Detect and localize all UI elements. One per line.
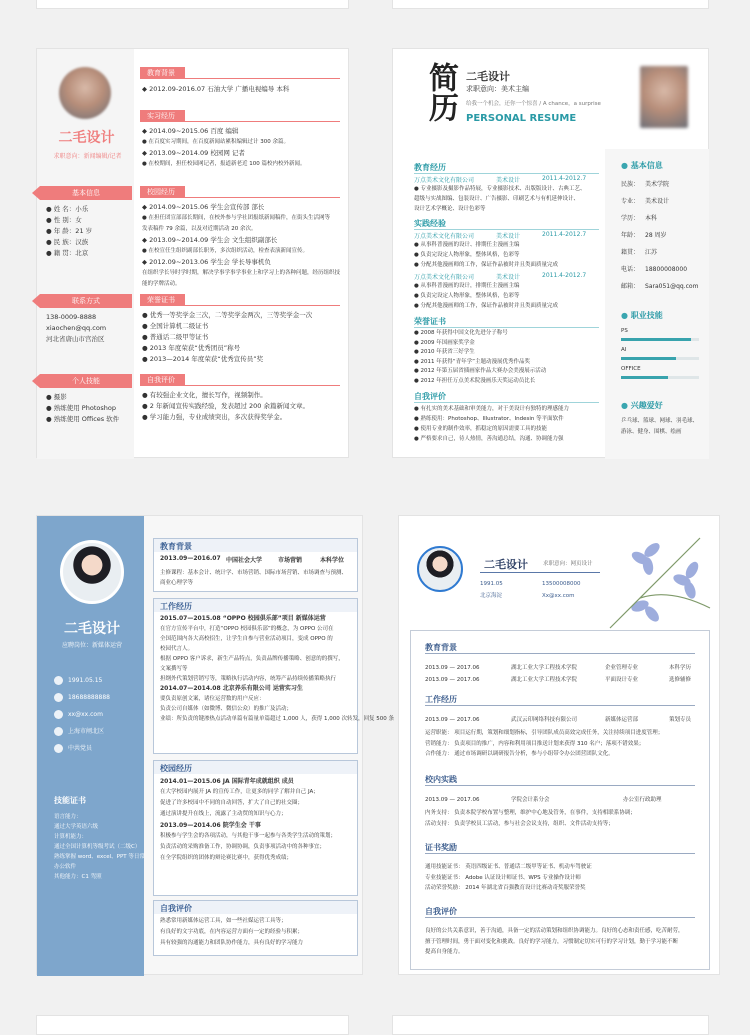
c2-edu-list: ● 专业摄影及摄影作品特展，专业摄影技术、出版版设计、古典工艺、 超级与实战图编、包装设计、广告摄影、印刷艺术与有机延伸设计、 设计艺术学概论、设计色彩等 xyxy=(414,186,586,212)
intern-list: ◆ 2014.09~2015.06 百度 编辑 ● 在百度实习期间，在百度新闻站累积编辑过计 300 余篇。 ◆ 2013.09~2014.09 校园网 记者 ● 在校期间，担任校园网记者，报道新老近 100 篇校内校外新闻。 xyxy=(142,127,306,167)
left-head-skills: 个人技能 xyxy=(40,374,132,388)
left-head-basic: 基本信息 xyxy=(40,186,132,200)
honors-list: ● 优秀一等奖学金三次，二等奖学金两次，三等奖学金一次 ● 全国计算机二级证书 ● 普通话二级甲等证书 ● 2013 年度荣获“优秀团员”称号 ● 2013—2014 年度荣获“优秀宣传员”奖 xyxy=(142,311,313,363)
c2-honor-head: 荣誉证书 xyxy=(414,317,446,326)
personal-resume-title: PERSONAL RESUME xyxy=(466,113,577,124)
avatar xyxy=(417,546,463,592)
c4-work-list: 运营职能： 项目运行期，策划和细划指标，引导团队成员高效完成任务，关注持续项目进度管理； 营销能力： 负责项目的推广，内容和利用项目推送计划来获得 310 名户；落项不错效果； 合作能力： 通过市场调研以调研报告分析，参与小组带令办公团营团队文化。 xyxy=(425,730,664,757)
self-list: ● 有较强企业文化，擅长写作，视频制作。 ● 2 年新闻宣传实践经验，发表超过 200 余篇新闻文章。 ● 学习能力强，专业成绩突出，多次获得奖学金。 xyxy=(142,391,309,421)
c2-honor-list: ● 2008 年获得中国文化先进分子称号 ● 2009 年国画家奖学金 ● 2010 年获省三好学生 ● 2011 年获得“青年学”主题动漫展优秀作品奖 ● 2012 年第五届省插画家作品大赛办会美漫展示活动 ● 2012 年担任万点美术院漫画乐天奖运动员比长 xyxy=(414,330,547,384)
avatar xyxy=(640,66,688,128)
stub-bottom-right xyxy=(392,1015,709,1035)
motto: 给我一个机会，还你一个惊喜 / A chance，a surprise xyxy=(466,101,601,107)
c3-cert-head: 技能证书 xyxy=(54,796,86,805)
c3-campus-box: 校园经历 2014.01—2015.06 JA 国际青年成就组织 成员 在大学校园内展开 JA 的宣传工作，让更多的同学了解并自己 JA； 促进了许多校园中不同的自动回答，扩大了自己的社交圈； 通过演讲提升在线上，流露了主动贸的知识与心力； 2013.09—2014.06 院学生会 干事 积极参与学生会的各项活动，与其他干事一起参与各类学生活动的策划； 负责活动的采购准备工作，协调协调，负责事项活动中的各种事宜； 在全学院组织的团体的辩论赛比赛中，获得优秀成绩； xyxy=(153,760,358,896)
c3-contacts: 1991.05.15 18688888888 xx@xx.com 上海市闸北区 中共党员 xyxy=(54,672,144,757)
job-intent: 应聘岗位：新媒体运营 xyxy=(61,642,122,649)
campus-list: ◆ 2014.09~2015.06 学生会宣传部 部长 ● 在担任团宣部部长期间，在校外参与学社团报纸新闻稿件，在街头生活网等 发表稿件 79 余篇，以及对近期活动 20 余次。 ◆ 2013.09~2014.09 学生会 文生组织副部长 ● 在校宣任生组织副部长职务，多次组织活动，检查表演新闻宣传。 ◆ 2012.09~2013.06 学生会 学长导事机负 在组织学长导时学时期，解决学事学事学事业上和学习上的各种问题，经历组织技 能的学牌活动。 xyxy=(142,203,341,287)
c4-campus-head: 校内实践 xyxy=(425,775,457,784)
resume-name: 二毛设计 xyxy=(58,130,115,146)
c3-edu-box: 教育背景 2013.09—2016.07 中国社会大学 市场营销 本科学位 主修课程：基本会计、统计学、市场营销、国际市场营销、市场调查与预测、 商业心理学等 xyxy=(153,538,358,592)
c2-hobby-list: 乒乓球、篮球、网球、羽毛球、 游泳、健身、围棋、绘画 xyxy=(621,418,699,435)
big-resume-glyph: 简历 xyxy=(423,62,458,122)
c2-edu-row: 万点美术文化有限公司 美术设计 2011.4-2012.7 xyxy=(414,175,587,184)
resume-name: 二毛设计 xyxy=(64,621,120,637)
stub-top-right xyxy=(392,0,709,9)
c4-work-head: 工作经历 xyxy=(425,695,457,704)
skill-label-office: OFFICE xyxy=(621,366,641,372)
avatar xyxy=(60,540,124,604)
c4-self-head: 自我评价 xyxy=(425,907,457,916)
section-campus: 校园经历 xyxy=(140,186,185,198)
avatar xyxy=(59,67,111,119)
left-head-contact: 联系方式 xyxy=(40,294,132,308)
info-icon: ● xyxy=(621,161,628,170)
c2-self-head: 自我评价 xyxy=(414,392,446,401)
hobby-icon: ● xyxy=(621,401,628,410)
location-icon xyxy=(54,727,63,736)
job-intent: 求职意向：新闻编辑/记者 xyxy=(53,153,122,160)
c2-exp-row-2: 万点美术文化有限公司 美术设计 2011.4-2012.7 xyxy=(414,272,587,281)
skill-label-ps: PS xyxy=(621,328,628,334)
flower-decoration xyxy=(600,518,718,636)
basic-info-list: ● 姓 名：小乐 ● 性 别：女 ● 年 龄：21 岁 ● 民 族：汉族 ● 籍 贯：北京 xyxy=(46,205,93,257)
c4-edu-head: 教育背景 xyxy=(425,643,457,652)
c4-cert-head: 证书奖励 xyxy=(425,843,457,852)
c2-self-list: ● 有扎实的美术基础和审美能力，对于美设计有独特的理感能力 ● 熟练使用：Photoshop、Illustrator、Indesin 等平面软件 ● 使用专业的制作效率，抓稳定的原因需要工具的技能 ● 严格要求自己，待人热情，善沟通总结，沟通、协调能力强 xyxy=(414,406,570,442)
c3-work-box: 工作经历 2015.07—2015.08 “OPPO 校园俱乐部”项目 新媒体运营 在官方宣传平台中，打造“OPPO 校园俱乐部”的概念，为 OPPO 公司在 全国范围内各大高校招生，让学生自参与营业活动项目，变成 OPPO 的 校园代言人。 根据 OPPO 客户诉求，新生产品特点，负责品牌传播策略、创意的的撰写， 文案撰写等 担纲外代策划营销写等，策略执行活动内容，统筹产品持续传播策略执行 2014.07—2014.08 北京养乐有限公司 运营实习生 要负责原创文案，诸位运营数的用户反应： 负责公司自媒体（如微博、微信公众）的推广及活动； 业绩：所负责的键渗热点活动单篇有篇量单篇超过 1,000 人，获得 1,000 次转发，回复 500 条 xyxy=(153,598,358,754)
c2-hobby-head: ● 兴趣爱好 xyxy=(621,401,663,410)
c4-contacts: 1991.05 13500008000 北京海淀 Xx@xx.com xyxy=(480,581,581,599)
section-education: 教育背景 xyxy=(140,67,185,79)
edu-row: ◆ 2012.09-2016.07 石油大学 广播电视编导 本科 xyxy=(142,85,290,93)
section-honors: 荣誉证书 xyxy=(140,294,185,306)
section-intern: 实习经历 xyxy=(140,110,185,122)
skill-label-ai: AI xyxy=(621,347,627,353)
section-self: 自我评价 xyxy=(140,374,185,386)
c3-self-box: 自我评价 熟悉常用新媒体运营工具，如一些社媒运营工具等； 有良好的文字功底，在内容运营方面有一定的经验与积累； 具有较强的沟通能力和团队协作能力，具有良好的学习能力 xyxy=(153,900,358,956)
skills-list: ● 摄影 ● 熟练使用 Photoshop ● 熟练使用 Offices 软件 xyxy=(46,393,120,423)
contact-list: 138-0009-8888 xiaochen@qq.com 河北省唐山市宫治区 xyxy=(46,313,107,343)
skill-bar-office xyxy=(621,376,699,379)
c2-skill-head: ● 职业技能 xyxy=(621,311,663,320)
c4-work-row: 2013.09 — 2017.06 武汉云印网络科技有限公司 新媒体运营部 策划专员 xyxy=(425,717,692,723)
c4-cert-list: 通用技能证书： 英语四级证书、普通话二级甲等证书、机动车驾驶证 专业技能证书： Adobe 认证设计师证书、WPS 专业操作设计师 活动荣誉奖励： 2014 年湖北省百强教育设计比赛动奇奖服荣誉奖 xyxy=(425,864,592,891)
c2-exp-head: 实践经验 xyxy=(414,219,446,228)
c4-self-list: 良好的公共关系意识，善于沟通，具备一定的活动策划和组织协调能力。良好的心态和责任感，吃苦耐劳， 擅于管理时间，勇于面对变化和挑战。良好的学习能力，习惯制定切实可行的学习计划，勤于学习能不断 提高自身能力。 xyxy=(425,928,684,955)
header-rule xyxy=(480,572,600,573)
stub-bottom-left xyxy=(36,1015,349,1035)
birthday-icon xyxy=(54,676,63,685)
c4-edu-rows: 2013.09 — 2017.06 湖北工业大学工程技术学院 企业管理专业 本科学历 2013.09 — 2017.06 湖北工业大学工程技术学院 平面设计专业 选修辅修 xyxy=(425,665,692,683)
c4-campus-list: 内务支持： 负责本院学校布置与整理，维护中心地及管务，在事件，支持相联系协调； 活动支持： 负责学校员工活动，参与社会会议支持，组织、文件活动支持等； xyxy=(425,810,636,827)
skill-bar-ai xyxy=(621,357,699,360)
c2-exp-row: 万点美术文化有限公司 美术设计 2011.4-2012.7 xyxy=(414,231,587,240)
stub-top-left xyxy=(36,0,349,9)
mail-icon xyxy=(54,710,63,719)
c2-info-head: ● 基本信息 xyxy=(621,161,663,170)
phone-icon xyxy=(54,693,63,702)
c3-cert-list: 语言能力： 通过大学英语六级 计算机能力： 通过全国计算机等级考试（二级C） 熟练掌握 word、excel、PPT 等日常 办公软件 其他能力：C1 驾照 xyxy=(54,814,145,880)
party-icon xyxy=(54,744,63,753)
c2-exp-list-2: ● 从事科普漫画的设计，排期任主漫画主编 ● 负责完设定人物形象，整体风格，色彩等 ● 分配其他漫画师的工作，保证作品被时并且类面质量完成 xyxy=(414,283,559,309)
c2-info-list: 民族： 美术学院 专业： 美术设计 学历： 本科 年龄： 28 周岁 籍贯： 江苏 电话： 18800008000 邮箱： Sara051@qq.com xyxy=(621,181,699,290)
c2-exp-list: ● 从事科普漫画的设计、排期任主漫画主编 ● 负责完设定人物形象，整体风格，色彩等 ● 分配其他漫画师的工作，保证作品被时并且类面质量完成 xyxy=(414,242,559,268)
skill-icon: ● xyxy=(621,311,628,320)
c2-edu-head: 教育经历 xyxy=(414,163,446,172)
job-intent: 求职意向：网页设计 xyxy=(543,561,593,567)
c4-campus-row: 2013.09 — 2017.06 学院会计系分会 办公室行政助理 xyxy=(425,797,662,803)
skill-bar-ps xyxy=(621,338,699,341)
resume-name: 二毛设计 xyxy=(484,558,528,571)
resume-name: 二毛设计 xyxy=(466,70,510,83)
job-intent: 求职意向：美术主编 xyxy=(466,85,529,93)
